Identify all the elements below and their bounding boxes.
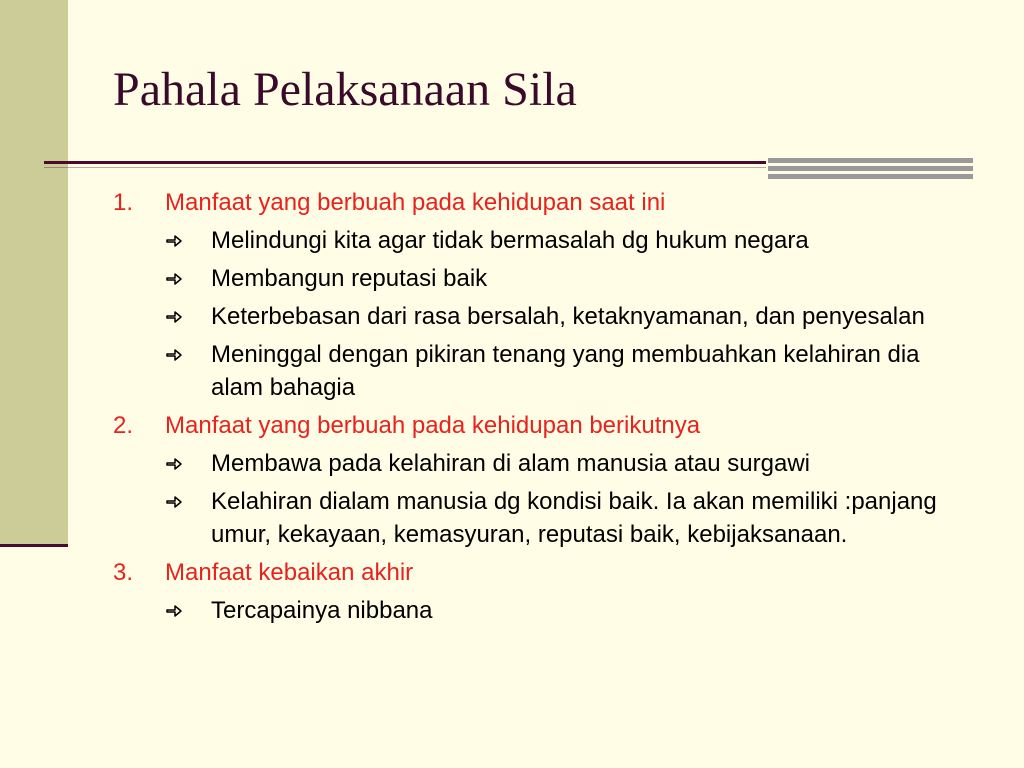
sub-item-text: Tercapainya nibbana [211,597,433,624]
sub-item-text: Melindungi kita agar tidak bermasalah dg hukum negara [211,227,809,254]
item-number: 2. [113,412,134,439]
slide-title: Pahala Pelaksanaan Sila [113,63,577,116]
numbered-item [0,556,1024,589]
numbered-item [0,409,1024,442]
sub-item [0,338,1024,404]
sub-item-text: Membawa pada kelahiran di alam manusia atau surgawi [211,450,810,477]
pointing-hand-icon [166,270,184,288]
sub-item [0,485,1024,551]
pointing-hand-icon [166,232,184,250]
title-divider-shadow [44,167,766,168]
sub-item [0,300,1024,333]
sub-item [0,447,1024,480]
pointing-hand-icon [166,346,184,364]
item-label: Manfaat kebaikan akhir [165,559,414,586]
sub-item [0,224,1024,257]
title-divider [44,161,766,164]
item-label: Manfaat yang berbuah pada kehidupan berikutnya [165,412,701,439]
pointing-hand-icon [166,602,184,620]
numbered-item [0,186,1024,219]
pointing-hand-icon [166,308,184,326]
pointing-hand-icon [166,493,184,511]
item-label: Manfaat yang berbuah pada kehidupan saat ini [165,189,666,216]
pointing-hand-icon [166,455,184,473]
item-number: 3. [113,559,134,586]
sub-item [0,594,1024,627]
sub-item-text: Meninggal dengan pikiran tenang yang membuahkan kelahiran dia alam bahagia [211,341,920,401]
item-number: 1. [113,189,134,216]
slide-body [0,186,1024,632]
sub-item-text: Keterbebasan dari rasa bersalah, ketaknyamanan, dan penyesalan [211,303,925,330]
decor-bars [768,158,973,180]
sub-item-text: Membangun reputasi baik [211,265,488,292]
sub-item [0,262,1024,295]
sub-item-text: Kelahiran dialam manusia dg kondisi baik. Ia akan memiliki :panjang umur, kekayaan, kemasyuran, reputasi baik, kebijaksanaan. [211,488,937,548]
